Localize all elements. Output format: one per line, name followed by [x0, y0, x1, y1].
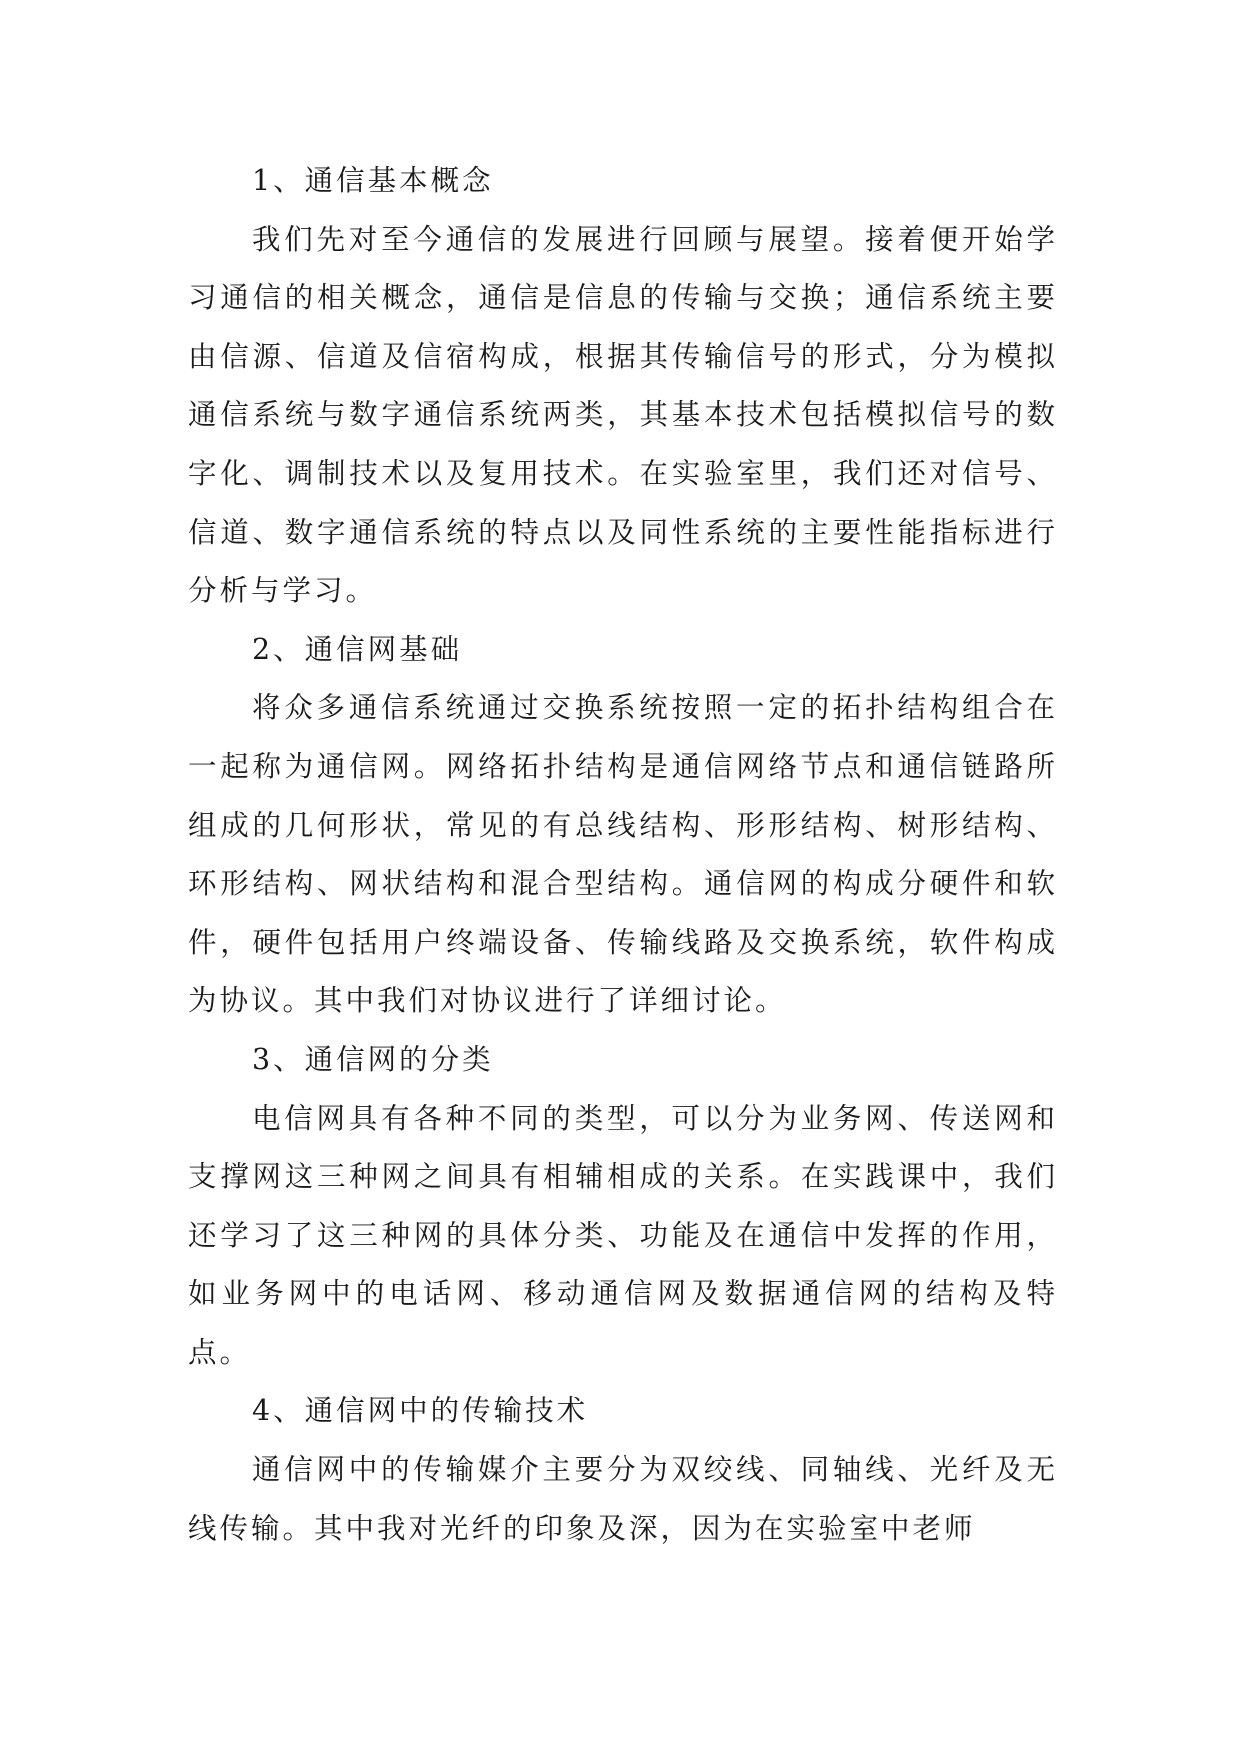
section-heading-1: 1、通信基本概念: [252, 164, 494, 197]
document-body: [188, 152, 1058, 1558]
section-heading-3: 3、通信网的分类: [252, 1042, 494, 1076]
section-heading-2: 2、通信网基础: [252, 632, 463, 666]
section-paragraph-2: 将众多通信系统通过交换系统按照一定的拓扑结构组合在一起称为通信网。网络拓扑结构是通信网络节点和通信链路所组成的几何形状，常见的有总线结构、形形结构、树形结构、环形结构、网状结构和混合型结构。通信网的构成分硬件和软件，硬件包括用户终端设备、传输线路及交换系统，软件构成为协议。其中我们对协议进行了详细讨论。: [188, 691, 1058, 1018]
section-paragraph-3: 电信网具有各种不同的类型，可以分为业务网、传送网和支撑网这三种网之间具有相辅相成的关系。在实践课中，我们还学习了这三种网的具体分类、功能及在通信中发挥的作用，如业务网中的电话网、移动通信网及数据通信网的结构及特点。: [188, 1101, 1058, 1369]
section-paragraph-1: 我们先对至今通信的发展进行回顾与展望。接着便开始学习通信的相关概念，通信是信息的传输与交换；通信系统主要由信源、信道及信宿构成，根据其传输信号的形式，分为模拟通信系统与数字通信系统两类，其基本技术包括模拟信号的数字化、调制技术以及复用技术。在实验室里，我们还对信号、信道、数字通信系统的特点以及同性系统的主要性能指标进行分析与学习。: [188, 222, 1058, 608]
section-heading-4: 4、通信网中的传输技术: [252, 1394, 589, 1428]
section-paragraph-4: 通信网中的传输媒介主要分为双绞线、同轴线、光纤及无线传输。其中我对光纤的印象及深，因为在实验室中老师: [188, 1453, 1058, 1545]
